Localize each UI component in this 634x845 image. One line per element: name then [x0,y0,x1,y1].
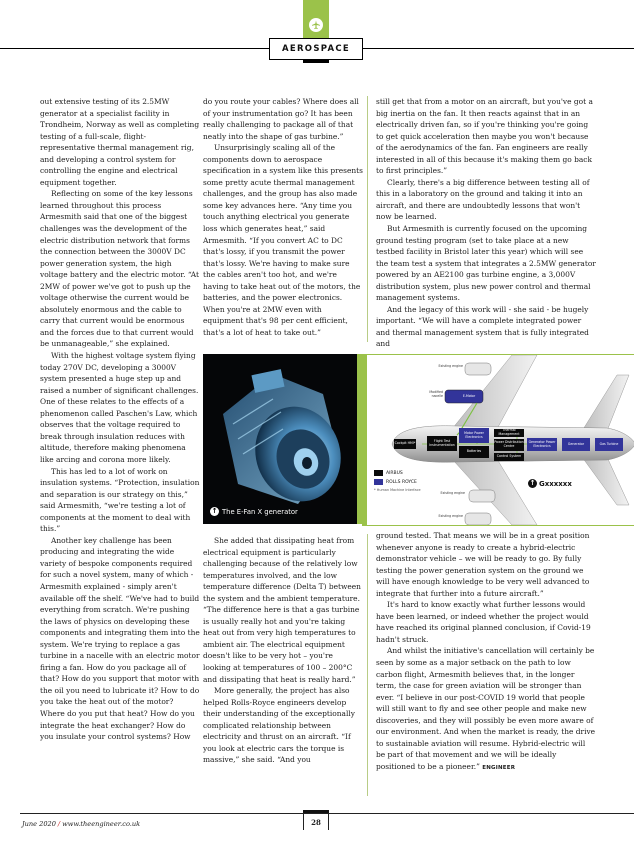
paragraph: Unsurprisingly scaling all of the components down to aerospace specification in a system like this presents some pretty acute thermal management challenges, and the group has also made some key advances here. “Any time you touch anything electrical you generate loss which generates heat,” said Armesmith. “If you convert AC to DC that's lossy, if you transmit the power that's lossy. We're having to make sure the cables aren't too hot, and we're having to take heat out of the motors, the batteries, and the power electronics. When you're at 2MW even with equipment that's 98 per cent efficient, that's a lot of heat to take out.” [203,143,363,337]
header-rule-right [363,48,634,49]
paragraph-text: And whilst the initiative's cancellation will certainly be seen by some as a major setback on the path to low carbon flight, Armesmith believes that, in the longer term, the case for green aviation will be stronger than ever. “I believe in our post-COVID 19 world that people will still want to fly and see other people and make new discoveries, and they will possibly be even more aware of our environment. And when the market is ready, the drive to sustainable aviation will resume. Hybrid-electric will be part of that movement and we will be ideally positioned to be a pioneer.” [376,646,596,771]
footer-publication-info [22,820,140,828]
cockpit-hmi-box: Cockpit HMI* [394,439,416,449]
paragraph: This has led to a lot of work on insulation systems. “Protection, insulation and separation is our strategy on this,” said Armesmith, “we're testing a lot of components at the moment to deal with this.” [40,466,200,534]
legend-footnote: * Human Machine Interface [374,488,421,492]
column-divider [367,534,368,796]
flight-test-instrumentation-box: Flight Test Instrumentation [427,436,457,451]
legend-swatch-airbus [374,470,383,476]
paragraph: More generally, the project has also helped Rolls-Royce engineers develop their understanding of the exceptionally complicated relationship between electricity and thrust on an aircraft. “If you look at electric cars the torque is massive,” she said. “And you [203,686,355,765]
power-distribution-centre-box: Power Distribution Centre [494,439,524,451]
article-column-1 [40,96,200,743]
footer-separator: / [57,820,61,828]
article-column-3-bottom [376,530,596,774]
photo-caption [210,507,298,516]
airplane-icon [309,18,323,32]
legend-swatch-rolls-royce [374,479,383,485]
paragraph: ground tested. That means we will be in a great position whenever anyone is ready to create a hybrid-electric demonstrator vehicle – we will be ready to go. By fully testing the power generation system on the ground we will have enough knowledge to be very well advanced to integrate that further into a future aircraft.” [376,531,590,598]
photo-caption-text: The E-Fan X generator [222,507,298,516]
paragraph: And the legacy of this work will - she said - be hugely important. “We will have a complete integrated power and thermal management system that is fully integrated and [376,304,589,349]
gas-turbine-box: Gas Turbine [595,438,623,451]
paragraph: With the highest voltage system flying today 270V DC, developing a 3000V system presented a huge step up and raised a number of significant challenges. One of these relates to the effects of a phenomenon called Paschen's Law, which observes that the voltage required to break through insulation reduces with altitude, therefore making phenomena like arcing and corona more likely. [40,351,199,464]
batteries-box: Batteries [459,446,489,458]
diagram-caption-text: Gxxxxxx [539,479,572,488]
paragraph: out extensive testing of its 2.5MW generator at a specialist facility in Trondheim, Norway as well as completing testing of a full-scale, flight-representative thermal management rig, and developing a control system for controlling the engine and electrical equipment together. [40,97,200,187]
arrow-up-icon: ↑ [529,479,536,487]
existing-engine-label: Existing engine [440,491,465,495]
diagram-caption [528,479,572,488]
legend-label: ROLLS ROYCE [386,479,417,485]
arrow-up-icon: ↑ [211,507,218,515]
modified-nacelle-label: Modified nacelle [429,390,443,398]
generator-power-electronics-box: Generator Power Electronics [527,438,557,451]
issue-date: June 2020 [22,820,56,828]
section-label: AEROSPACE [269,38,363,60]
generator-illustration [203,354,357,524]
column-divider [367,96,368,342]
paragraph: still get that from a motor on an aircraft, but you've got a big inertia on the fan. It then reacts against that in an electrically driven fan, so if you're thinking you're going to get quick acceleration then maybe you won't because of the aerodynamics of the fan. Fan engineers are really interested in all of this because it's making them go back to first principles.” [376,97,593,176]
paragraph: Clearly, there's a big difference between testing all of this in a laboratory on the ground and taking it into an aircraft, and there are undoubtedly lessons that won't now be learned. [376,177,590,222]
paragraph: do you route your cables? Where does all of your instrumentation go? It has been really challenging to package all of that neatly into the shape of gas turbine.” [203,97,359,141]
thermal-management-box: Thermal Management [494,429,524,437]
section-label-underbar [303,60,329,63]
legend-item-airbus [374,470,421,476]
paragraph: It's hard to know exactly what further lessons would have been learned, or indeed whether the project would have reached its original planned conclusion, if Covid-19 hadn't struck. [376,600,591,644]
article-column-3-top [376,96,596,350]
diagram-legend [374,470,421,492]
aircraft-system-diagram [367,355,634,525]
existing-engine-label: Existing engine [438,364,463,368]
generator-photo [203,354,357,524]
end-mark-logo: ENGINEER [482,764,516,771]
article-column-2-top [203,96,363,338]
paragraph: She added that dissipating heat from electrical equipment is particularly challenging because of the relatively low temperatures involved, and the low temperature difference (Delta T) between the system and the ambient temperature. “The difference here is that a gas turbine is usually really hot and you're taking heat out from very high temperatures to ambient air. The electrical equipment doesn't like to be very hot – you're looking at temperatures of 100 – 200°C and dissipating that heat is really hard.” [203,536,361,684]
paragraph: Reflecting on some of the key lessons learned throughout this process Armesmith said that one of the biggest challenges was the development of the electric distribution network that forms the connection between the 3000V DC power generation system, the high voltage battery and the electric motor. “At 2MW of power we've got to push up the voltage otherwise the current would be absolutely enormous and the cable to carry that current would be enormous and the forces due to that current would be unmanageable,” she explained. [40,189,199,349]
generator-box: Generator [562,438,590,451]
header-rule-left [0,48,269,49]
article-column-2-bottom [203,535,363,766]
motor-power-electronics-box: Motor Power Electronics [459,428,489,443]
diagram-bottom-rule [367,525,634,526]
existing-engine-label: Existing engine [438,514,463,518]
paragraph [376,645,596,774]
paragraph: But Armesmith is currently focused on the upcoming ground testing program (set to take place at a new testbed facility in Bristol later this year) which will see the team test a system that integrates a 2.5MW generator powered by an AE2100 gas turbine engine, a 3,000V distribution system, plus new power control and thermal management systems. [376,224,596,303]
e-motor-box: E-Motor [459,392,479,401]
paragraph: Another key challenge has been producing and integrating the wide variety of bespoke components required for such a novel system, many of which - Armesmith explained - simply aren't available off the shelf. “We've had to build everything from scratch. We're pushing the laws of physics on developing these components and integrating them into the system. We're trying to replace a gas turbine in a nacelle with an electric motor firing a fan. How do you package all of that? How do you support that motor with the oil you need to lubricate it? How to do you take the heat out of the motor? Where do you put that heat? How do you integrate the heat exchanger? How do you insulate your control systems? How [40,535,200,742]
control-system-box: Control System [494,453,524,461]
page-number: 28 [303,814,329,830]
website-link[interactable]: www.theengineer.co.uk [62,820,141,828]
legend-label: AIRBUS [386,470,403,476]
footer-tab [303,810,329,813]
legend-item-rolls-royce [374,479,421,485]
